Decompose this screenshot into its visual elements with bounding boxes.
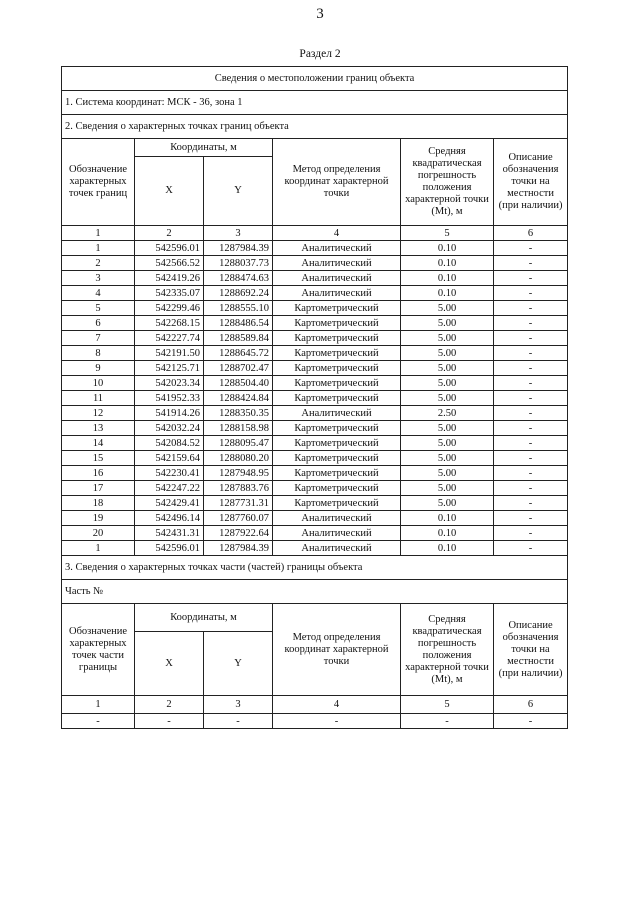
table-row: [62, 466, 568, 481]
coord-system: 1. Система координат: МСК - 36, зона 1: [62, 91, 568, 115]
point-description: -: [494, 256, 568, 271]
point-x: 542596.01: [135, 241, 204, 256]
part-header-accuracy: Средняя квадратическая погрешность положения характерной точки (Mt), м: [401, 604, 494, 696]
point-method: Аналитический: [273, 271, 401, 286]
point-y: 1287731.31: [204, 496, 273, 511]
point-y: 1288555.10: [204, 301, 273, 316]
point-method: Картометрический: [273, 316, 401, 331]
point-description: -: [494, 391, 568, 406]
point-number: 17: [62, 481, 135, 496]
table-row: [62, 541, 568, 556]
header-method: Метод определения координат характерной точки: [273, 139, 401, 226]
part-cell: -: [273, 714, 401, 729]
point-y: 1287948.95: [204, 466, 273, 481]
point-accuracy: 0.10: [401, 256, 494, 271]
point-method: Картометрический: [273, 391, 401, 406]
part-header-y: Y: [204, 632, 273, 696]
point-x: 542335.07: [135, 286, 204, 301]
point-number: 2: [62, 256, 135, 271]
point-method: Аналитический: [273, 241, 401, 256]
table-title: Сведения о местоположении границ объекта: [62, 67, 568, 91]
point-y: 1288702.47: [204, 361, 273, 376]
point-method: Картометрический: [273, 496, 401, 511]
point-number: 14: [62, 436, 135, 451]
point-accuracy: 5.00: [401, 316, 494, 331]
point-x: 542496.14: [135, 511, 204, 526]
section-label: Раздел 2: [299, 48, 341, 60]
point-x: 542230.41: [135, 466, 204, 481]
point-number: 6: [62, 316, 135, 331]
point-accuracy: 5.00: [401, 376, 494, 391]
point-description: -: [494, 421, 568, 436]
point-method: Картометрический: [273, 346, 401, 361]
point-x: 542023.34: [135, 376, 204, 391]
point-y: 1287760.07: [204, 511, 273, 526]
point-accuracy: 0.10: [401, 541, 494, 556]
table-row: [62, 511, 568, 526]
point-x: 541914.26: [135, 406, 204, 421]
header-y: Y: [204, 157, 273, 226]
point-y: 1288589.84: [204, 331, 273, 346]
col-number: 3: [204, 226, 273, 241]
table-row: [62, 391, 568, 406]
section3-heading: 3. Сведения о характерных точках части (частей) границы объекта: [62, 556, 568, 580]
point-description: -: [494, 346, 568, 361]
point-y: 1288037.73: [204, 256, 273, 271]
point-accuracy: 5.00: [401, 451, 494, 466]
point-y: 1287883.76: [204, 481, 273, 496]
part-column-numbers-row: [62, 696, 568, 714]
point-description: -: [494, 406, 568, 421]
point-number: 7: [62, 331, 135, 346]
point-description: -: [494, 511, 568, 526]
part-cell: -: [135, 714, 204, 729]
header-accuracy: Средняя квадратическая погрешность положения характерной точки (Mt), м: [401, 139, 494, 226]
table-row: [62, 361, 568, 376]
point-description: -: [494, 436, 568, 451]
point-accuracy: 5.00: [401, 391, 494, 406]
point-accuracy: 5.00: [401, 346, 494, 361]
point-description: -: [494, 241, 568, 256]
part-header-point-designation: Обозначение характерных точек части границы: [62, 604, 135, 696]
table-row: [62, 451, 568, 466]
part-header-coordinates: Координаты, м: [135, 604, 273, 632]
point-method: Аналитический: [273, 256, 401, 271]
point-number: 3: [62, 271, 135, 286]
point-method: Картометрический: [273, 481, 401, 496]
point-number: 12: [62, 406, 135, 421]
point-x: 541952.33: [135, 391, 204, 406]
point-method: Картометрический: [273, 331, 401, 346]
point-description: -: [494, 286, 568, 301]
part-cell: -: [494, 714, 568, 729]
point-description: -: [494, 361, 568, 376]
point-description: -: [494, 541, 568, 556]
point-accuracy: 0.10: [401, 526, 494, 541]
point-number: 16: [62, 466, 135, 481]
point-number: 15: [62, 451, 135, 466]
point-y: 1288486.54: [204, 316, 273, 331]
col-number: 4: [273, 226, 401, 241]
point-accuracy: 0.10: [401, 511, 494, 526]
point-accuracy: 5.00: [401, 481, 494, 496]
point-y: 1288424.84: [204, 391, 273, 406]
part-header-x: X: [135, 632, 204, 696]
point-y: 1288350.35: [204, 406, 273, 421]
page-number: 3: [316, 6, 324, 22]
col-number: 5: [401, 696, 494, 714]
point-number: 5: [62, 301, 135, 316]
table-row: [62, 286, 568, 301]
point-method: Картометрический: [273, 466, 401, 481]
part-header-description: Описание обозначения точки на местности (при наличии): [494, 604, 568, 696]
col-number: 2: [135, 696, 204, 714]
point-accuracy: 2.50: [401, 406, 494, 421]
point-accuracy: 5.00: [401, 331, 494, 346]
point-description: -: [494, 526, 568, 541]
point-number: 4: [62, 286, 135, 301]
point-method: Картометрический: [273, 361, 401, 376]
point-description: -: [494, 331, 568, 346]
col-number: 1: [62, 696, 135, 714]
point-x: 542084.52: [135, 436, 204, 451]
column-numbers-row: [62, 226, 568, 241]
point-x: 542596.01: [135, 541, 204, 556]
point-x: 542566.52: [135, 256, 204, 271]
point-description: -: [494, 376, 568, 391]
point-y: 1288474.63: [204, 271, 273, 286]
point-number: 9: [62, 361, 135, 376]
point-method: Аналитический: [273, 406, 401, 421]
point-y: 1288645.72: [204, 346, 273, 361]
point-method: Картометрический: [273, 451, 401, 466]
point-accuracy: 5.00: [401, 361, 494, 376]
point-number: 10: [62, 376, 135, 391]
point-method: Картометрический: [273, 421, 401, 436]
table-row: [62, 271, 568, 286]
point-y: 1288504.40: [204, 376, 273, 391]
point-x: 542247.22: [135, 481, 204, 496]
col-number: 5: [401, 226, 494, 241]
point-method: Аналитический: [273, 286, 401, 301]
part-data-row: [62, 714, 568, 729]
col-number: 6: [494, 696, 568, 714]
header-coordinates: Координаты, м: [135, 139, 273, 157]
point-method: Аналитический: [273, 511, 401, 526]
point-number: 13: [62, 421, 135, 436]
point-method: Картометрический: [273, 436, 401, 451]
col-number: 2: [135, 226, 204, 241]
table-row: [62, 406, 568, 421]
point-x: 542032.24: [135, 421, 204, 436]
table-row: [62, 346, 568, 361]
point-accuracy: 5.00: [401, 421, 494, 436]
table-row: [62, 316, 568, 331]
table-row: [62, 241, 568, 256]
point-y: 1288692.24: [204, 286, 273, 301]
point-number: 8: [62, 346, 135, 361]
part-cell: -: [401, 714, 494, 729]
table-row: [62, 421, 568, 436]
point-y: 1287922.64: [204, 526, 273, 541]
point-accuracy: 5.00: [401, 496, 494, 511]
point-x: 542159.64: [135, 451, 204, 466]
table-row: [62, 376, 568, 391]
table-row: [62, 301, 568, 316]
part-header-method: Метод определения координат характерной точки: [273, 604, 401, 696]
point-x: 542227.74: [135, 331, 204, 346]
point-number: 20: [62, 526, 135, 541]
point-method: Картометрический: [273, 376, 401, 391]
point-description: -: [494, 481, 568, 496]
point-description: -: [494, 466, 568, 481]
point-y: 1287984.39: [204, 241, 273, 256]
table-row: [62, 436, 568, 451]
part-cell: -: [204, 714, 273, 729]
point-number: 19: [62, 511, 135, 526]
point-accuracy: 5.00: [401, 436, 494, 451]
point-number: 11: [62, 391, 135, 406]
point-method: Аналитический: [273, 526, 401, 541]
table-row: [62, 331, 568, 346]
header-x: X: [135, 157, 204, 226]
point-accuracy: 0.10: [401, 241, 494, 256]
point-x: 542419.26: [135, 271, 204, 286]
part-label: Часть №: [62, 580, 568, 604]
point-x: 542268.15: [135, 316, 204, 331]
point-description: -: [494, 451, 568, 466]
point-accuracy: 0.10: [401, 271, 494, 286]
header-description: Описание обозначения точки на местности (при наличии): [494, 139, 568, 226]
point-description: -: [494, 496, 568, 511]
boundary-table: [61, 66, 568, 729]
point-number: 18: [62, 496, 135, 511]
point-x: 542299.46: [135, 301, 204, 316]
point-number: 1: [62, 241, 135, 256]
point-description: -: [494, 301, 568, 316]
point-method: Картометрический: [273, 301, 401, 316]
point-description: -: [494, 316, 568, 331]
point-x: 542429.41: [135, 496, 204, 511]
point-x: 542191.50: [135, 346, 204, 361]
table-row: [62, 481, 568, 496]
part-cell: -: [62, 714, 135, 729]
point-description: -: [494, 271, 568, 286]
table-row: [62, 496, 568, 511]
col-number: 1: [62, 226, 135, 241]
table-row: [62, 526, 568, 541]
point-y: 1288095.47: [204, 436, 273, 451]
point-number: 1: [62, 541, 135, 556]
point-y: 1287984.39: [204, 541, 273, 556]
section2-heading: 2. Сведения о характерных точках границ объекта: [62, 115, 568, 139]
point-y: 1288158.98: [204, 421, 273, 436]
col-number: 3: [204, 696, 273, 714]
point-accuracy: 5.00: [401, 466, 494, 481]
point-y: 1288080.20: [204, 451, 273, 466]
point-accuracy: 5.00: [401, 301, 494, 316]
point-x: 542431.31: [135, 526, 204, 541]
table-row: [62, 256, 568, 271]
point-accuracy: 0.10: [401, 286, 494, 301]
col-number: 4: [273, 696, 401, 714]
point-x: 542125.71: [135, 361, 204, 376]
point-method: Аналитический: [273, 541, 401, 556]
col-number: 6: [494, 226, 568, 241]
header-point-designation: Обозначение характерных точек границ: [62, 139, 135, 226]
